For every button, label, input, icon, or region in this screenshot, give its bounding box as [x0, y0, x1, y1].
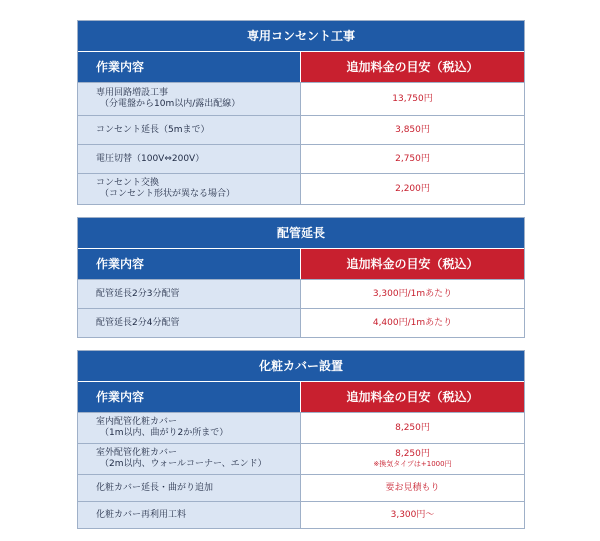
work-item-detail: （1m以内、曲がり2か所まで） — [100, 428, 229, 438]
header-additional-fee: 追加料金の目安（税込） — [301, 249, 524, 279]
price-value: 2,200円 — [395, 183, 430, 194]
price-cell — [301, 502, 524, 528]
section-title: 専用コンセント工事 — [78, 21, 524, 52]
price-value: 13,750円 — [392, 93, 433, 104]
price-cell — [301, 475, 524, 501]
price-value: 3,300円～ — [390, 509, 435, 520]
price-cell — [301, 116, 524, 144]
section-pipe-extension — [77, 217, 525, 338]
price-value: 3,850円 — [395, 124, 430, 135]
work-item — [78, 413, 301, 443]
work-item-detail: （コンセント形状が異なる場合） — [100, 189, 236, 199]
price-value: 8,250円 — [395, 449, 430, 459]
work-item-label: 電圧切替（100V⇔200V） — [96, 153, 205, 164]
table-row — [78, 82, 524, 115]
work-item-label: 配管延長2分4分配管 — [96, 317, 180, 328]
table-row — [78, 144, 524, 173]
work-item — [78, 174, 301, 204]
work-item — [78, 280, 301, 308]
work-item — [78, 145, 301, 173]
work-item-label: 配管延長2分3分配管 — [96, 288, 180, 299]
header-work-content: 作業内容 — [78, 382, 301, 412]
price-tables — [77, 20, 525, 541]
table-row — [78, 173, 524, 204]
price-value: 2,750円 — [395, 153, 430, 164]
table-row — [78, 443, 524, 474]
work-item — [78, 475, 301, 501]
work-item-label: 室外配管化粧カバー — [96, 448, 178, 458]
price-cell — [301, 174, 524, 204]
work-item-label: コンセント交換 — [96, 178, 160, 188]
header-additional-fee: 追加料金の目安（税込） — [301, 52, 524, 82]
header-work-content: 作業内容 — [78, 249, 301, 279]
section-title: 化粧カバー設置 — [78, 351, 524, 382]
table-row — [78, 308, 524, 337]
work-item-label: 化粧カバー延長・曲がり追加 — [96, 482, 214, 493]
work-item — [78, 502, 301, 528]
table-row — [78, 501, 524, 528]
section-decorative-cover — [77, 350, 525, 529]
price-cell — [301, 280, 524, 308]
price-cell — [301, 444, 524, 474]
work-item-label: 室内配管化粧カバー — [96, 417, 178, 427]
work-item — [78, 309, 301, 337]
work-item — [78, 83, 301, 115]
work-item-label: コンセント延長（5mまで） — [96, 124, 210, 135]
price-cell — [301, 145, 524, 173]
table-header — [78, 382, 524, 412]
section-title: 配管延長 — [78, 218, 524, 249]
table-row — [78, 115, 524, 144]
header-additional-fee: 追加料金の目安（税込） — [301, 382, 524, 412]
price-value: 3,300円/1mあたり — [372, 288, 453, 299]
price-value: 4,400円/1mあたり — [372, 317, 453, 328]
header-work-content: 作業内容 — [78, 52, 301, 82]
table-row — [78, 412, 524, 443]
price-cell — [301, 309, 524, 337]
work-item — [78, 116, 301, 144]
price-note: ※換気タイプは+1000円 — [373, 460, 452, 468]
work-item-detail: （2m以内、ウォールコーナー、エンド） — [100, 459, 267, 469]
table-header — [78, 52, 524, 82]
work-item-label: 専用回路増設工事 — [96, 88, 169, 98]
price-cell — [301, 83, 524, 115]
table-row — [78, 279, 524, 308]
price-value: 要お見積もり — [385, 482, 440, 493]
work-item — [78, 444, 301, 474]
price-value: 8,250円 — [395, 422, 430, 433]
work-item-label: 化粧カバー再利用工料 — [96, 509, 187, 520]
table-row — [78, 474, 524, 501]
table-header — [78, 249, 524, 279]
work-item-detail: （分電盤から10m以内/露出配線） — [100, 99, 241, 109]
price-cell — [301, 413, 524, 443]
section-outlet-work — [77, 20, 525, 205]
